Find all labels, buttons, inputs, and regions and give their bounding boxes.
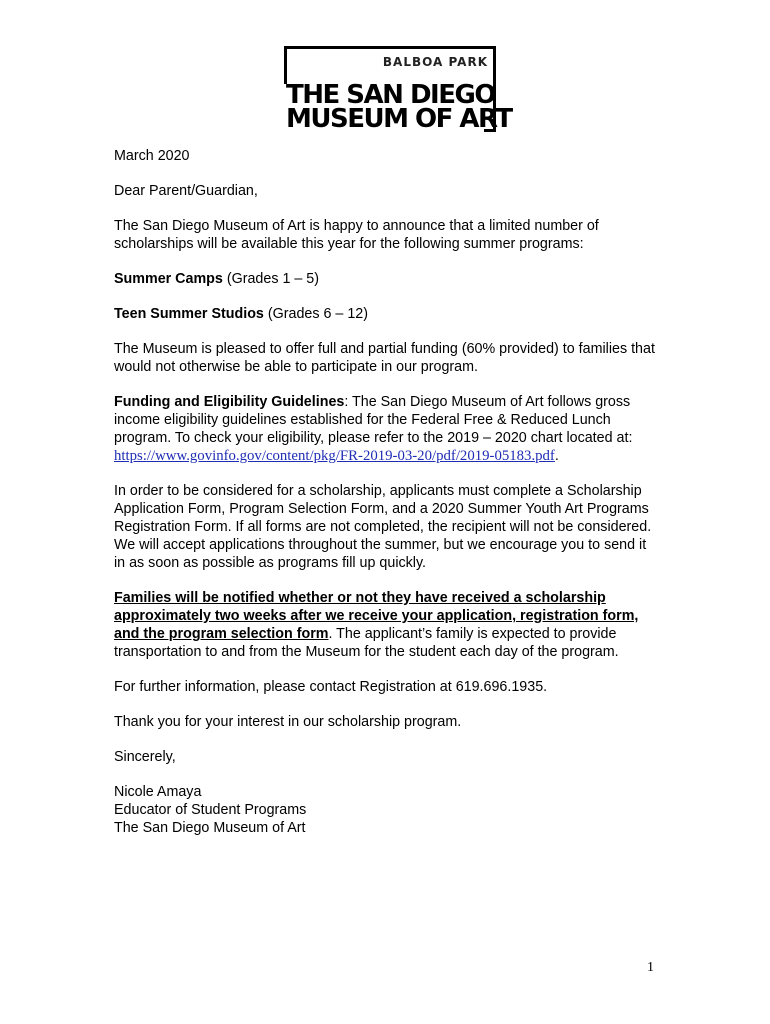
notification-rest: . The applicant’s family is expected to provide transportation to and from the Museum for the student each day of the program. [114,626,619,660]
letter-greeting: Dear Parent/Guardian, [114,183,258,199]
logo-frame-top [284,46,496,49]
program-grades: (Grades 6 – 12) [263,306,368,322]
program-name: Teen Summer Studios [114,306,264,322]
logo-line-1: THE SAN DIEGO [286,80,495,110]
intro-paragraph: The San Diego Museum of Art is happy to announce that a limited number of scholarships will be available this year for the following summer programs: [114,218,599,252]
eligibility-end: . [554,448,559,464]
signature-title: Educator of Student Programs [114,802,307,818]
program-name: Summer Camps [114,271,223,287]
logo-line-2: MUSEUM OF ART [286,104,512,134]
program-summer-camps [114,270,659,288]
eligibility-text: : The San Diego Museum of Art follows gross income eligibility guidelines established for the Federal Free & Reduced Lunch program. To check your eligibility, please refer to the 2019 – 2020 chart located at: [114,394,633,446]
closing: Sincerely, [114,749,176,765]
contact-paragraph: For further information, please contact Registration at 619.696.1935. [114,679,548,695]
eligibility-paragraph [114,393,659,465]
funding-paragraph: The Museum is pleased to offer full and partial funding (60% provided) to families that would not otherwise be able to participate in our program. [114,341,655,375]
thanks-paragraph: Thank you for your interest in our scholarship program. [114,714,462,730]
signature-org: The San Diego Museum of Art [114,820,306,836]
letter-date: March 2020 [114,148,190,164]
logo-frame-left [284,46,287,84]
eligibility-chart-link[interactable]: https://www.govinfo.gov/content/pkg/FR-2019-03-20/pdf/2019-05183.pdf [114,448,555,464]
eligibility-heading: Funding and Eligibility Guidelines [114,394,345,410]
letter-body [114,147,659,837]
museum-logo [284,46,512,134]
logo-balboa-park: BALBOA PARK [382,55,488,69]
program-teen-studios [114,305,659,323]
page-number: 1 [647,960,654,975]
notification-bold: Families will be notified whether or not they have received a scholarship approximately two weeks after we receive your application, registration form, and the program selection form [114,590,639,642]
notification-paragraph [114,589,659,661]
program-grades: (Grades 1 – 5) [222,271,320,287]
signature-name: Nicole Amaya [114,784,202,800]
application-paragraph: In order to be considered for a scholarship, applicants must complete a Scholarship Application Form, Program Selection Form, and a 2020 Summer Youth Art Programs Registration Form. If all forms are not completed, the recipient will not be considered. We will accept applications throughout the summer, but we encourage you to send it in as soon as possible as programs fill up quickly. [114,483,652,571]
